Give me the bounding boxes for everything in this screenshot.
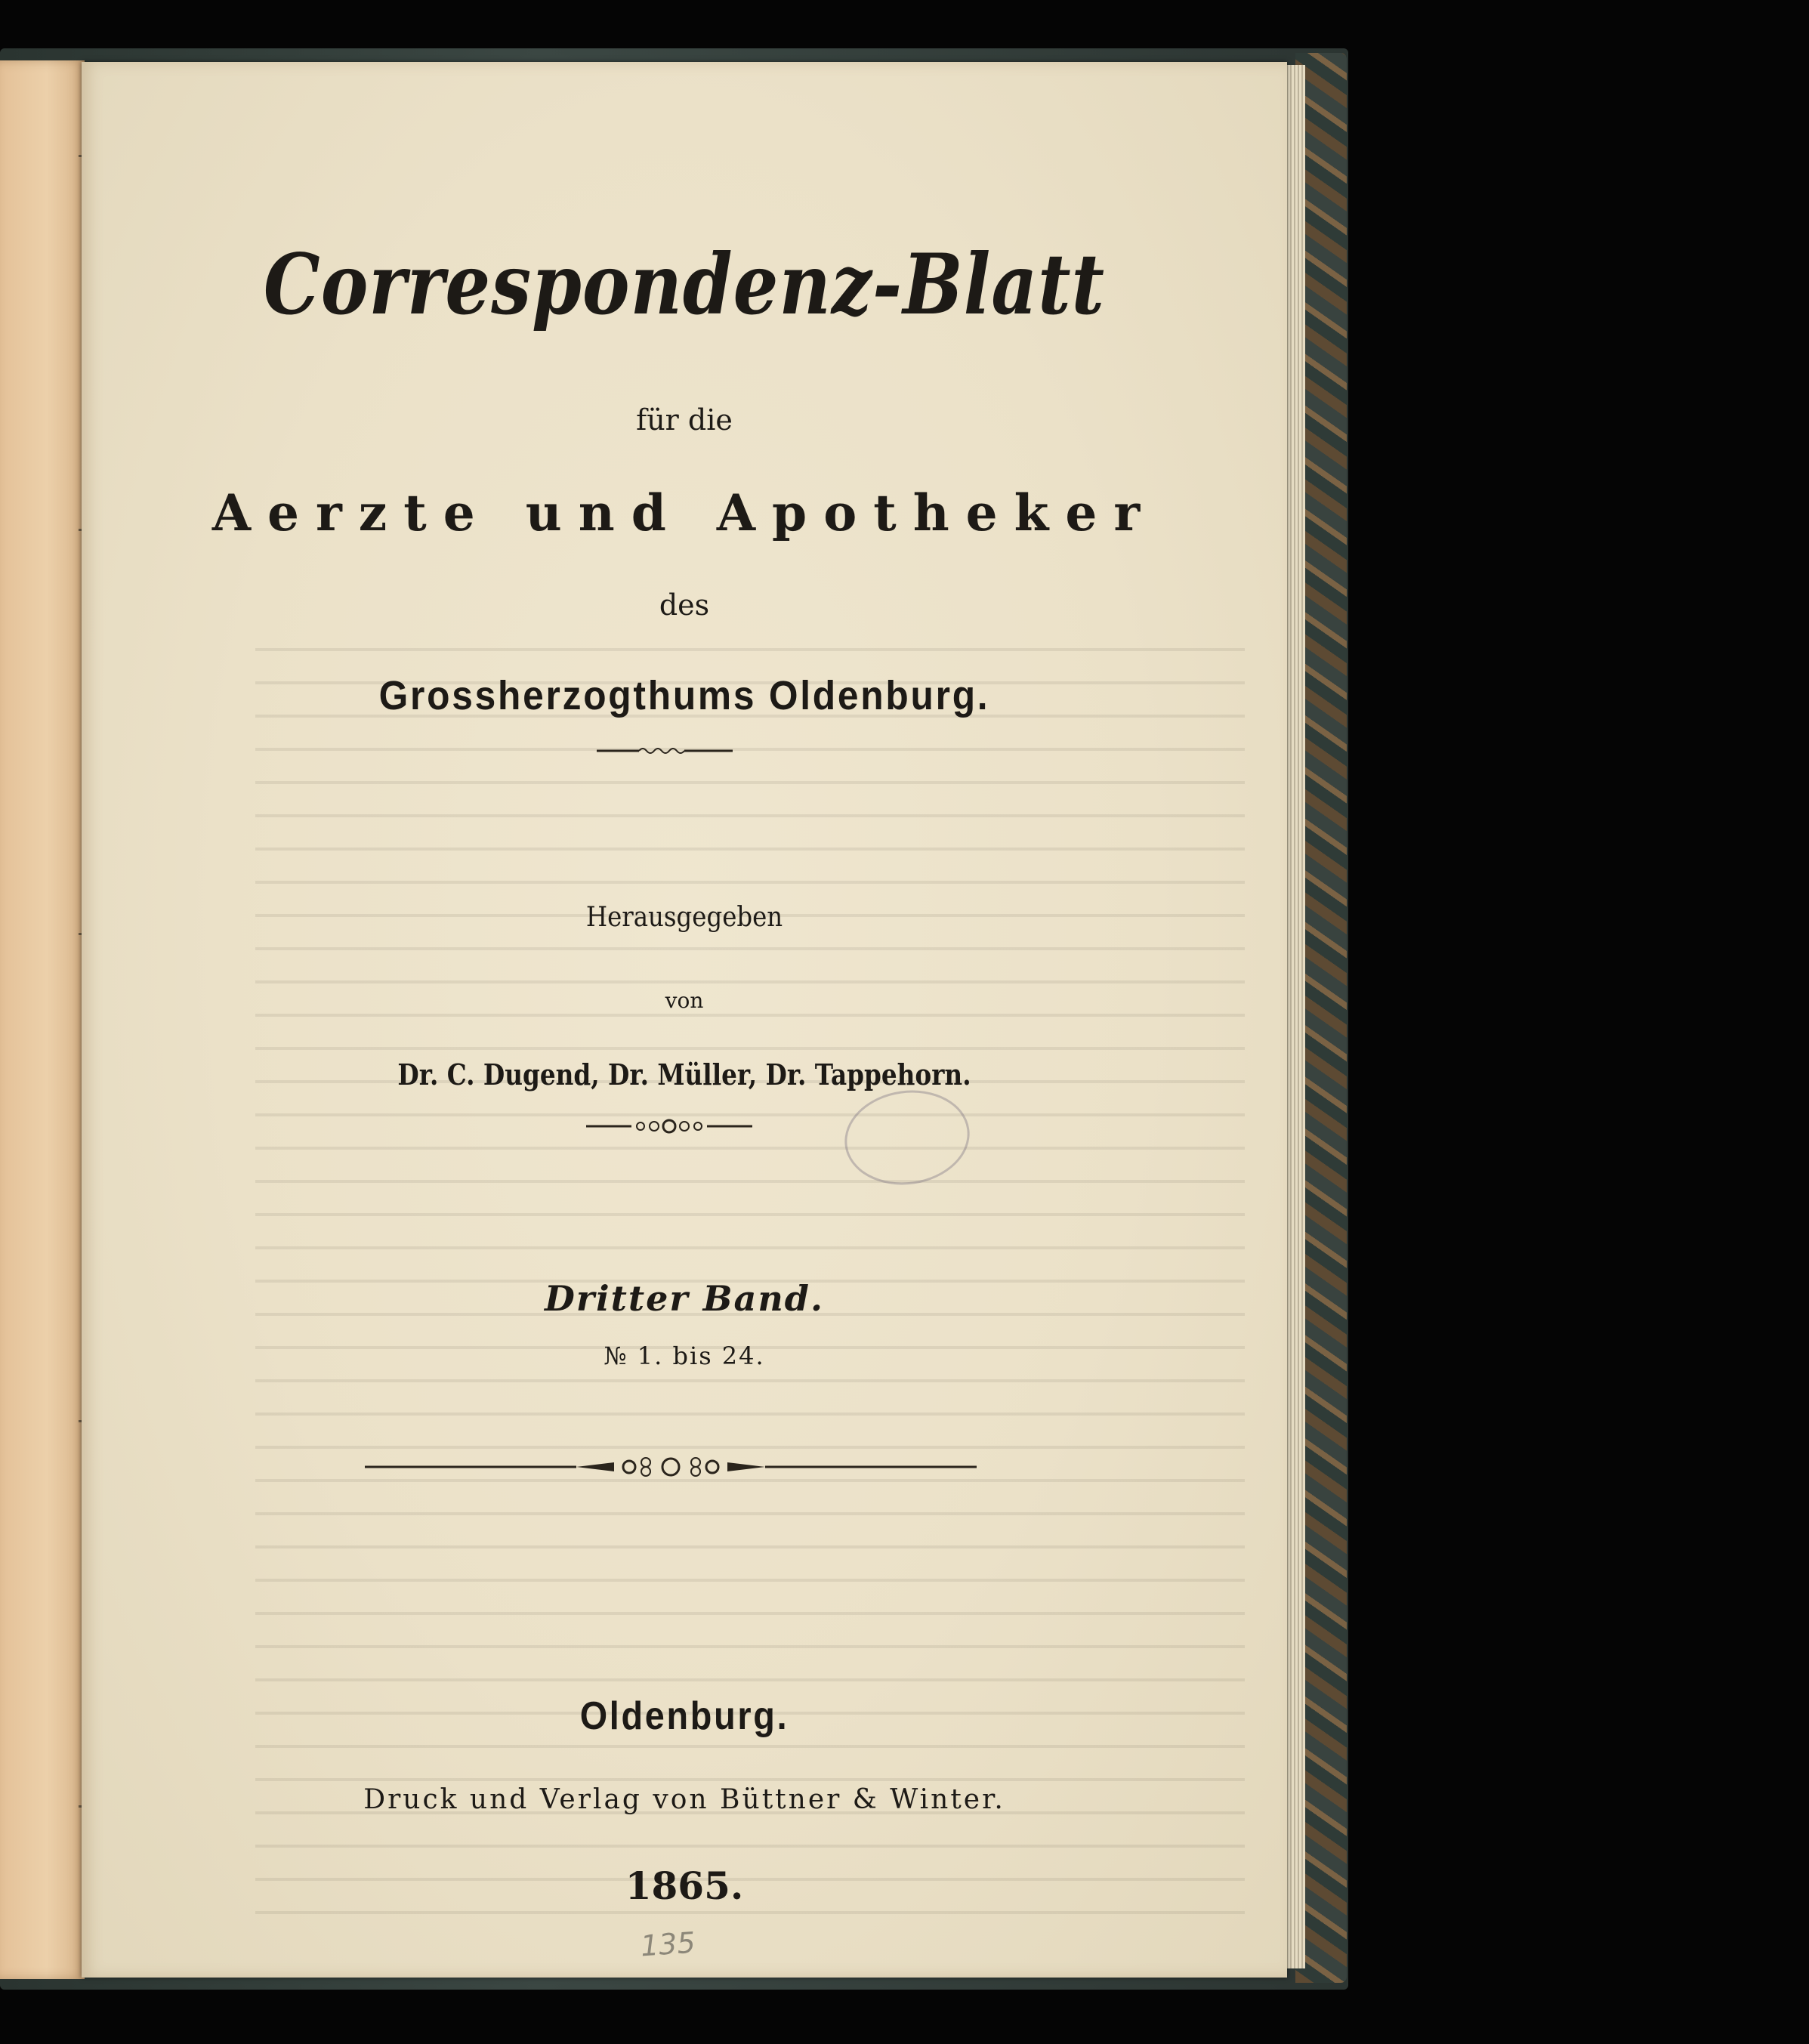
publisher-line: Druck und Verlag von Büttner & Winter. (363, 1784, 1005, 1815)
volume-heading: Dritter Band. (545, 1278, 824, 1319)
left-flyleaf (0, 60, 85, 1979)
by-text: von (665, 988, 704, 1013)
edited-by-text: Herausgegeben (585, 902, 783, 933)
scroll-rule-ornament (586, 1116, 752, 1136)
publication-year: 1865. (625, 1863, 744, 1908)
editors-line: Dr. C. Dugend, Dr. Müller, Dr. Tappehorn. (397, 1058, 971, 1091)
city-heading: Oldenburg. (579, 1694, 789, 1738)
for-the-text: für die (636, 403, 733, 437)
long-rule-ornament (365, 1452, 977, 1482)
wavy-rule-ornament (597, 743, 733, 758)
region-heading: Grossherzogthums Oldenburg. (378, 673, 990, 718)
pencil-annotation: 135 (639, 1925, 696, 1963)
journal-title: Correspondenz-Blatt (263, 236, 1106, 334)
title-page (82, 62, 1287, 1978)
issues-range: № 1. bis 24. (604, 1342, 765, 1370)
subject-heading: Aerzte und Apotheker (211, 483, 1157, 542)
of-the-text: des (659, 588, 710, 622)
